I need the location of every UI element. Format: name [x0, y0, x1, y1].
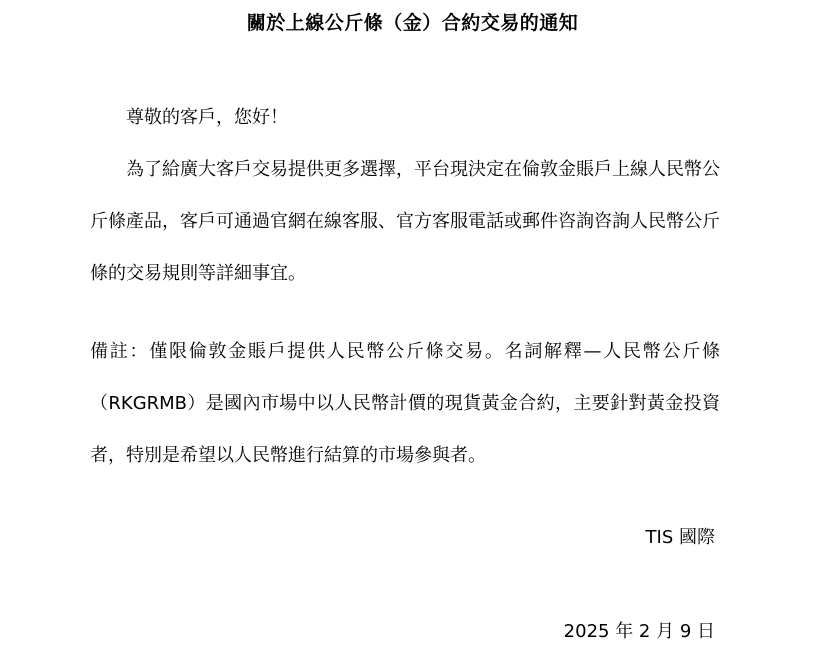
signature: TIS 國際 [645, 527, 715, 548]
notice-date: 2025 年 2 月 9 日 [563, 621, 715, 642]
note-paragraph: 備註：僅限倫敦金賬戶提供人民幣公斤條交易。名詞解釋—人民幣公斤條（RKGRMB）是國內市場中以人民幣計價的現貨黃金合約，主要針對黃金投資者，特別是希望以人民幣進行結算的市場參與者。 [90, 341, 720, 466]
body-paragraph: 為了給廣大客戶交易提供更多選擇，平台現決定在倫敦金賬戶上線人民幣公斤條產品，客戶可通過官網在線客服、官方客服電話或郵件咨詢咨詢人民幣公斤條的交易規則等詳細事宜。 [90, 159, 720, 284]
greeting: 尊敬的客戶，您好！ [126, 107, 288, 128]
notice-title: 關於上線公斤條（金）合約交易的通知 [246, 12, 579, 34]
